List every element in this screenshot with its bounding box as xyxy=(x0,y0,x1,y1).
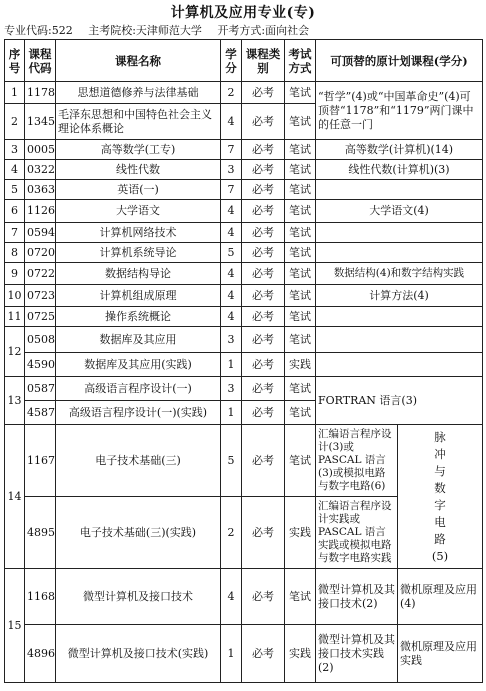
cell-credit: 7 xyxy=(221,180,242,200)
cell-replace xyxy=(316,223,483,243)
cell-type: 必考 xyxy=(242,243,285,263)
header-exam: 考试方式 xyxy=(285,40,316,82)
cell-code: 4590 xyxy=(25,353,56,377)
cell-name: 计算机组成原理 xyxy=(56,285,221,307)
cell-name: 思想道德修养与法律基础 xyxy=(56,82,221,104)
header-type: 课程类别 xyxy=(242,40,285,82)
cell-type: 必考 xyxy=(242,625,285,683)
cell-name: 微型计算机及接口技术 xyxy=(56,569,221,625)
cell-replace-alt: 微机原理及应用实践 xyxy=(398,625,483,683)
cell-exam: 笔试 xyxy=(285,263,316,285)
cell-exam: 实践 xyxy=(285,625,316,683)
table-row xyxy=(5,140,483,160)
cell-replace-alt-text: 脉冲与数字电路(5) xyxy=(431,429,449,563)
cell-exam: 笔试 xyxy=(285,307,316,327)
header-replace: 可顶替的原计划课程(学分) xyxy=(316,40,483,82)
cell-exam: 笔试 xyxy=(285,180,316,200)
header-code: 课程代码 xyxy=(25,40,56,82)
cell-code: 0363 xyxy=(25,180,56,200)
cell-code: 0322 xyxy=(25,160,56,180)
cell-replace xyxy=(316,180,483,200)
cell-credit: 5 xyxy=(221,425,242,497)
cell-exam: 笔试 xyxy=(285,140,316,160)
cell-type: 必考 xyxy=(242,140,285,160)
table-row xyxy=(5,200,483,223)
cell-replace: 数据结构(4)和数字结构实践 xyxy=(316,263,483,285)
cell-code: 4895 xyxy=(25,497,56,569)
table-row xyxy=(5,263,483,285)
major-meta-line xyxy=(4,22,482,38)
course-table xyxy=(4,39,483,683)
cell-code: 1178 xyxy=(25,82,56,104)
cell-name: 微型计算机及接口技术(实践) xyxy=(56,625,221,683)
cell-credit: 1 xyxy=(221,625,242,683)
cell-exam: 笔试 xyxy=(285,327,316,353)
cell-exam: 笔试 xyxy=(285,223,316,243)
cell-type: 必考 xyxy=(242,180,285,200)
cell-name: 英语(一) xyxy=(56,180,221,200)
cell-replace: 线性代数(计算机)(3) xyxy=(316,160,483,180)
cell-exam: 笔试 xyxy=(285,243,316,263)
table-row xyxy=(5,223,483,243)
cell-type: 必考 xyxy=(242,401,285,425)
cell-credit: 2 xyxy=(221,82,242,104)
cell-credit: 4 xyxy=(221,223,242,243)
cell-seq: 14 xyxy=(5,425,25,569)
cell-seq: 3 xyxy=(5,140,25,160)
cell-name: 操作系统概论 xyxy=(56,307,221,327)
table-row xyxy=(5,625,483,683)
cell-type: 必考 xyxy=(242,223,285,243)
cell-type: 必考 xyxy=(242,425,285,497)
cell-seq: 1 xyxy=(5,82,25,104)
cell-type: 必考 xyxy=(242,327,285,353)
cell-replace: 汇编语言程序设计实践或 PASCAL 语言实践或模拟电路与数字电路实践 xyxy=(316,497,398,569)
cell-code: 1167 xyxy=(25,425,56,497)
cell-name: 电子技术基础(三) xyxy=(56,425,221,497)
cell-type: 必考 xyxy=(242,285,285,307)
cell-replace: 微型计算机及其接口技术(2) xyxy=(316,569,398,625)
table-row xyxy=(5,569,483,625)
cell-name: 高级语言程序设计(一)(实践) xyxy=(56,401,221,425)
table-row xyxy=(5,353,483,377)
cell-name: 数据库及其应用(实践) xyxy=(56,353,221,377)
cell-seq: 12 xyxy=(5,327,25,377)
cell-seq: 15 xyxy=(5,569,25,683)
table-row xyxy=(5,285,483,307)
cell-credit: 3 xyxy=(221,160,242,180)
cell-credit: 4 xyxy=(221,569,242,625)
cell-replace xyxy=(316,243,483,263)
cell-replace: “哲学”(4)或“中国革命史”(4)可顶替“1178”和“1179”两门课中的任意一门 xyxy=(316,82,483,140)
cell-code: 0723 xyxy=(25,285,56,307)
cell-exam: 实践 xyxy=(285,353,316,377)
cell-seq: 11 xyxy=(5,307,25,327)
cell-name: 高等数学(工专) xyxy=(56,140,221,160)
cell-code: 0587 xyxy=(25,377,56,401)
cell-replace: 高等数学(计算机)(14) xyxy=(316,140,483,160)
cell-code: 1168 xyxy=(25,569,56,625)
cell-replace xyxy=(316,327,483,353)
cell-code: 0594 xyxy=(25,223,56,243)
cell-credit: 7 xyxy=(221,140,242,160)
cell-replace-alt: 微机原理及应用(4) xyxy=(398,569,483,625)
cell-exam: 笔试 xyxy=(285,82,316,104)
cell-code: 4587 xyxy=(25,401,56,425)
cell-seq: 6 xyxy=(5,200,25,223)
table-row xyxy=(5,307,483,327)
table-header-row xyxy=(5,40,483,82)
table-row xyxy=(5,425,483,497)
cell-type: 必考 xyxy=(242,307,285,327)
cell-exam: 实践 xyxy=(285,497,316,569)
cell-credit: 4 xyxy=(221,307,242,327)
cell-seq: 4 xyxy=(5,160,25,180)
table-row xyxy=(5,377,483,401)
table-row xyxy=(5,243,483,263)
cell-credit: 4 xyxy=(221,263,242,285)
cell-code: 0722 xyxy=(25,263,56,285)
cell-replace: 微型计算机及其接口技术实践(2) xyxy=(316,625,398,683)
cell-name: 大学语文 xyxy=(56,200,221,223)
cell-credit: 1 xyxy=(221,401,242,425)
cell-seq: 8 xyxy=(5,243,25,263)
cell-name: 线性代数 xyxy=(56,160,221,180)
cell-credit: 4 xyxy=(221,285,242,307)
cell-code: 4896 xyxy=(25,625,56,683)
cell-name: 毛泽东思想和中国特色社会主义理论体系概论 xyxy=(56,104,221,140)
header-credit: 学分 xyxy=(221,40,242,82)
cell-name: 高级语言程序设计(一) xyxy=(56,377,221,401)
cell-name: 计算机网络技术 xyxy=(56,223,221,243)
cell-seq: 2 xyxy=(5,104,25,140)
cell-replace xyxy=(316,353,483,377)
cell-exam: 笔试 xyxy=(285,377,316,401)
cell-replace: 大学语文(4) xyxy=(316,200,483,223)
major-code: 专业代码:522 xyxy=(4,24,73,37)
cell-replace: 计算方法(4) xyxy=(316,285,483,307)
cell-code: 1345 xyxy=(25,104,56,140)
header-seq: 序号 xyxy=(5,40,25,82)
cell-credit: 5 xyxy=(221,243,242,263)
cell-type: 必考 xyxy=(242,104,285,140)
exam-school: 主考院校:天津师范大学 xyxy=(88,24,202,37)
cell-name: 数据库及其应用 xyxy=(56,327,221,353)
cell-replace: 汇编语言程序设计(3)或 PASCAL 语言(3)或模拟电路与数字电路(6) xyxy=(316,425,398,497)
page-title: 计算机及应用专业(专) xyxy=(170,5,316,21)
cell-credit: 2 xyxy=(221,497,242,569)
cell-seq: 13 xyxy=(5,377,25,425)
cell-seq: 5 xyxy=(5,180,25,200)
cell-code: 0508 xyxy=(25,327,56,353)
cell-replace: FORTRAN 语言(3) xyxy=(316,377,483,425)
cell-replace xyxy=(316,307,483,327)
cell-exam: 笔试 xyxy=(285,285,316,307)
table-row xyxy=(5,327,483,353)
cell-type: 必考 xyxy=(242,377,285,401)
cell-code: 0005 xyxy=(25,140,56,160)
cell-name: 电子技术基础(三)(实践) xyxy=(56,497,221,569)
table-row xyxy=(5,160,483,180)
cell-type: 必考 xyxy=(242,569,285,625)
cell-type: 必考 xyxy=(242,82,285,104)
cell-exam: 笔试 xyxy=(285,401,316,425)
exam-mode: 开考方式:面向社会 xyxy=(217,24,310,37)
cell-seq: 9 xyxy=(5,263,25,285)
cell-code: 1126 xyxy=(25,200,56,223)
cell-name: 计算机系统导论 xyxy=(56,243,221,263)
cell-credit: 4 xyxy=(221,104,242,140)
cell-exam: 笔试 xyxy=(285,104,316,140)
header-name: 课程名称 xyxy=(56,40,221,82)
cell-type: 必考 xyxy=(242,497,285,569)
cell-type: 必考 xyxy=(242,160,285,180)
cell-type: 必考 xyxy=(242,263,285,285)
cell-code: 0720 xyxy=(25,243,56,263)
cell-exam: 笔试 xyxy=(285,569,316,625)
cell-exam: 笔试 xyxy=(285,160,316,180)
cell-name: 数据结构导论 xyxy=(56,263,221,285)
cell-code: 0725 xyxy=(25,307,56,327)
cell-exam: 笔试 xyxy=(285,425,316,497)
cell-replace-alt xyxy=(398,425,483,569)
cell-credit: 1 xyxy=(221,353,242,377)
table-row xyxy=(5,82,483,104)
cell-type: 必考 xyxy=(242,353,285,377)
cell-credit: 3 xyxy=(221,327,242,353)
cell-credit: 3 xyxy=(221,377,242,401)
cell-type: 必考 xyxy=(242,200,285,223)
cell-seq: 10 xyxy=(5,285,25,307)
cell-exam: 笔试 xyxy=(285,200,316,223)
cell-credit: 4 xyxy=(221,200,242,223)
table-row xyxy=(5,180,483,200)
cell-seq: 7 xyxy=(5,223,25,243)
